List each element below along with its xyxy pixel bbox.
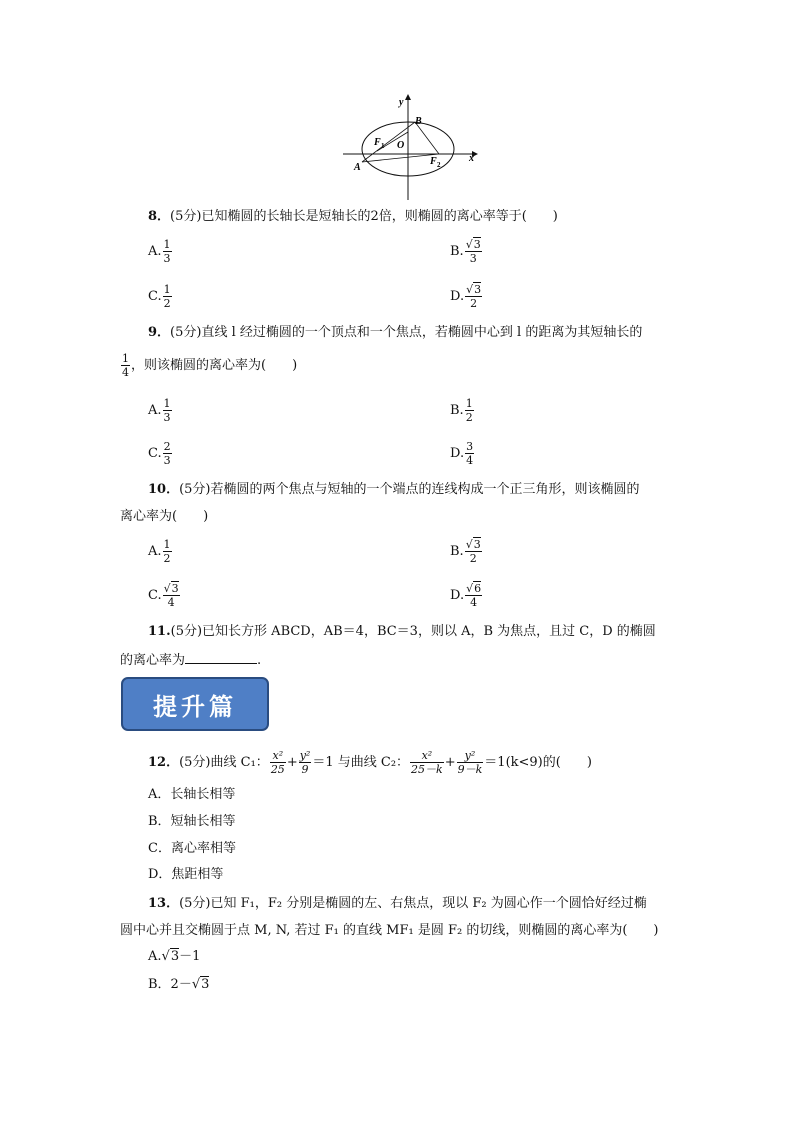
q13-number: 13． — [148, 896, 180, 911]
q12-frac3: $\frac{\text{x²}}{25-k}$ — [411, 749, 443, 776]
q12-frac2: $\frac{\text{y²}}{9}$ — [299, 749, 311, 776]
q9-text2: ，则该椭圆的离心率为( ) — [131, 358, 298, 373]
q8-option-c[interactable]: C. $\frac{1}{2}$ — [148, 283, 171, 310]
q10-option-b[interactable]: B. $\frac{√3}{2}$ — [450, 538, 481, 565]
q10-text1: 若椭圆的两个焦点与短轴的一个端点的连线构成一个正三角形，则该椭圆的 — [210, 482, 640, 497]
q8-text: 已知椭圆的长轴长是短轴长的2倍，则椭圆的离心率等于( ) — [201, 209, 558, 224]
q8-number: 8． — [148, 209, 171, 224]
q9-option-a[interactable]: A. $\frac{1}{3}$ — [148, 397, 171, 424]
q9-text1: 直线 l 经过椭圆的一个顶点和一个焦点，若椭圆中心到 l 的距离为其短轴长的 — [201, 325, 643, 340]
q12-option-a[interactable]: A．长轴长相等 — [148, 787, 236, 802]
q9-stem-line2 — [120, 352, 297, 379]
q11-stem-line2 — [120, 651, 261, 670]
q9-fraction: $\frac{1}{4}$ — [122, 352, 129, 379]
q12-option-d[interactable]: D．焦距相等 — [148, 867, 224, 882]
point-B-label: B — [415, 116, 422, 127]
ellipse-figure — [335, 90, 485, 205]
q10-option-d[interactable]: D. $\frac{√6}{4}$ — [450, 582, 482, 609]
q13-option-b[interactable]: B．2－√3 — [148, 977, 210, 992]
q9-option-d[interactable]: D. $\frac{3}{4}$ — [450, 440, 474, 467]
q10-option-a[interactable]: A. $\frac{1}{2}$ — [148, 538, 171, 565]
y-axis-arrow — [405, 94, 411, 100]
q12-frac1: $\frac{\text{x²}}{25}$ — [270, 749, 285, 776]
q11-text3: . — [257, 653, 262, 668]
q12-mid: ＝1 与曲线 C₂： — [312, 755, 410, 770]
point-A-label: A — [354, 162, 361, 173]
q12-number: 12． — [148, 755, 180, 770]
q12-pre: 曲线 C₁： — [210, 755, 269, 770]
q12-option-c[interactable]: C．离心率相等 — [148, 841, 236, 856]
q11-stem-line1 — [148, 623, 656, 641]
q13-option-a[interactable]: A.√3－1 — [148, 949, 201, 964]
q12-option-b[interactable]: B．短轴长相等 — [148, 814, 236, 829]
q8-option-d[interactable]: D. $\frac{√3}{2}$ — [450, 283, 482, 310]
q13-stem-line1 — [148, 895, 647, 913]
point-F1-label: F — [374, 137, 381, 148]
q11-text1: 已知长方形 ABCD，AB＝4，BC＝3，则以 A，B 为焦点，且过 C，D 的椭圆 — [202, 624, 656, 639]
q8-option-b[interactable]: B. $\frac{√3}{3}$ — [450, 238, 481, 265]
q10-number: 10． — [148, 482, 180, 497]
q8-option-a[interactable]: A. $\frac{1}{3}$ — [148, 238, 171, 265]
q11-score: (5分) — [170, 624, 203, 639]
axis-x-label: x — [469, 153, 474, 164]
q9-number: 9． — [148, 325, 171, 340]
q11-number: 11. — [148, 624, 171, 639]
q10-stem-line1 — [148, 481, 640, 499]
q9-option-c[interactable]: C. $\frac{2}{3}$ — [148, 440, 171, 467]
point-O-label: O — [397, 140, 405, 151]
q10-option-c[interactable]: C. $\frac{√3}{4}$ — [148, 582, 179, 609]
axis-y-label: y — [399, 97, 404, 108]
point-F2-sub: 2 — [437, 161, 441, 169]
q9-stem-line1 — [148, 324, 642, 342]
q9-option-b[interactable]: B. $\frac{1}{2}$ — [450, 397, 473, 424]
q10-text2: 离心率为( ) — [120, 509, 209, 524]
q10-stem-line2 — [120, 508, 208, 526]
q8-stem — [148, 208, 558, 226]
point-F1-sub: 1 — [381, 142, 385, 150]
q9-score: (5分) — [170, 325, 202, 340]
q8-score: (5分) — [170, 209, 202, 224]
q11-answer-blank[interactable] — [185, 651, 257, 664]
q10-score: (5分) — [179, 482, 211, 497]
q12-stem: 12．(5分)曲线 C₁： $\frac{\text{x²}}{25}$ + $\frac{\text{y²}}{9}$ ＝1 与曲线 C₂： $\frac{\text{x²}}{25-k}$ + $\frac{\text{y²}}{9-k}$ ＝1(k<9)的( ) — [148, 749, 592, 776]
q12-post: ＝1(k<9)的( ) — [484, 755, 592, 770]
q13-stem-line2 — [120, 922, 658, 940]
q12-frac4: $\frac{\text{y²}}{9-k}$ — [457, 749, 483, 776]
q12-score: (5分) — [179, 755, 211, 770]
section-banner: 提升篇 — [121, 677, 269, 731]
q13-text2: 圆中心并且交椭圆于点 M, N, 若过 F₁ 的直线 MF₁ 是圆 F₂ 的切线，则椭圆的离心率为( ) — [120, 923, 659, 938]
q13-text1: 已知 F₁，F₂ 分别是椭圆的左、右焦点，现以 F₂ 为圆心作一个圆恰好经过椭 — [210, 896, 647, 911]
segment-A-F2 — [362, 154, 439, 162]
segment-A-B — [362, 122, 415, 162]
q11-text2: 的离心率为 — [120, 653, 186, 668]
q13-score: (5分) — [179, 896, 211, 911]
point-F2-label: F — [430, 156, 437, 167]
